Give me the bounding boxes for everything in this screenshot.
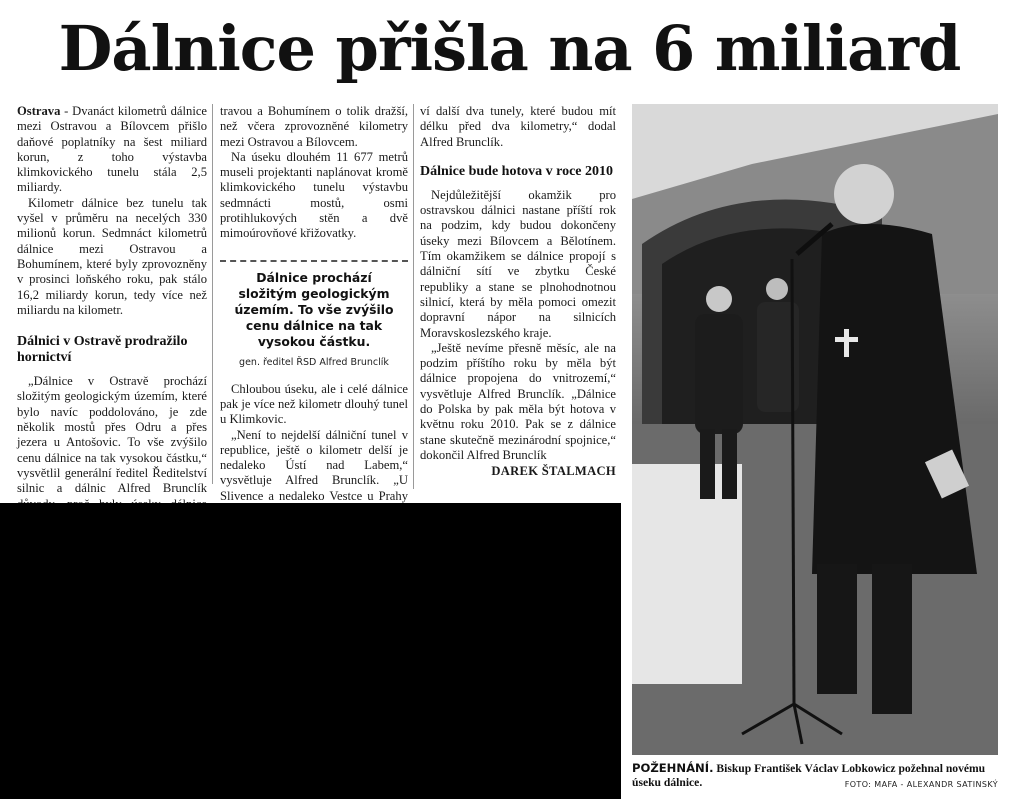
pull-quote-source: gen. ředitel ŘSD Alfred Brunclík [239, 356, 389, 368]
lead-text: - Dvanáct kilometrů dálnice mezi Ostravou a Bílovcem přišlo daňové poplatníky na šest miliard korun, z toho výstavba klimkovického tunelu stála 2,5 miliardy. [17, 104, 207, 195]
column-rule [212, 104, 213, 484]
caption-lead: POŽEHNÁNÍ. [632, 761, 714, 775]
author-byline: DAREK ŠTALMACH [491, 464, 616, 479]
article-column-3 [420, 104, 616, 480]
lead-paragraph [17, 104, 207, 196]
dateline-place: Ostrava [17, 104, 61, 118]
pull-quote [220, 260, 408, 370]
photo-credit: FOTO: MAFA - ALEXANDR SATINSKÝ [844, 780, 998, 789]
paragraph: Na úseku dlouhém 11 677 metrů museli projektanti naplánovat kromě klimkovického tunelu výstavbu sedmnácti mostů, osmi protihlukových stěn a dvě mimoúrovňové křižovatky. [220, 149, 408, 241]
paragraph: „Dálnice v Ostravě prochází složitým geologickým územím, které bylo navíc poddolováno, je zde několik mostů přes Odru a přes jezera u Antošovic. To vše zvýšilo cenu dálnice na tak vysokou částku,“ vysvětlil generální ředitel Ředitelství silnic a dálnic Alfred Brunclík [17, 374, 207, 496]
paragraph: Nejdůležitější okamžik pro ostravskou dálnici nastane příští rok na podzim, kdy budou dokončeny úseky mezi Bílovcem a Bělotínem. Tím okamžikem se dálnice propojí s dálniční sítí ve zbytku České republiky a stane se plnohodnotnou silnicí, která by měla pomoci omezit dopravní nápor na silnicích Moravskoslezského kraje. [420, 187, 616, 340]
paragraph: ví další dva tunely, které budou mít délku před dva kilometry,“ dodal Alfred Brunclík. [420, 104, 616, 149]
paragraph: travou a Bohumínem o tolik dražší, než včera zprovozněné kilometry mezi Ostravou a Bílovcem. [220, 104, 408, 149]
photo-illustration [632, 104, 998, 755]
paragraph: „Není to nejdelší dálniční tunel v republice, ještě o kilometr delší je nedaleko Ústí nad Labem,“ vysvětluje Alfred Brunclík. „U Slivence a nedaleko Vestce u Prahy [220, 427, 408, 503]
redacted-area [0, 503, 621, 799]
paragraph: „Ještě nevíme přesně měsíc, ale na podzim příštího roku by měla být dálnice propojena do vnitrozemí,“ vysvětluje Alfred Brunclík. „Dálnice do Polska by pak měla být hotova v květnu roku 2010. Pak se z dálnice stane skutečně mezinárodní spojnice,“ dokončil Alfred Brunclík [420, 340, 616, 462]
article-column-2 [220, 104, 408, 519]
pull-quote-text: Dálnice prochází složitým geologickým územím. To vše zvýšilo cenu dálnice na tak vysokou částku. [234, 269, 394, 349]
paragraph: Kilometr dálnice bez tunelu tak vyšel v průměru na necelých 330 milionů korun. Sedmnáct kilometrů dálnice mezi Ostravou a Bohumínem, které byly zprovozněny v prosinci loňského roku, pak stálo 16,2 miliardy korun, tedy více než miliardu na kilometr. [17, 195, 207, 317]
news-photo [632, 104, 998, 755]
caption-text: Biskup František Václav Lobkowicz požehnal novému úseku dálnice. [632, 762, 986, 789]
paragraph: Chloubou úseku, ale i celé dálnice pak je více než kilometr dlouhý tunel u Klimkovic. [220, 381, 408, 427]
article-column-1 [17, 104, 207, 527]
column-rule [413, 104, 414, 489]
headline: Dálnice přišla na 6 miliard [58, 12, 961, 85]
subheading: Dálnice bude hotova v roce 2010 [420, 163, 614, 179]
subheading: Dálnici v Ostravě prodražilo hornictví [17, 334, 188, 366]
